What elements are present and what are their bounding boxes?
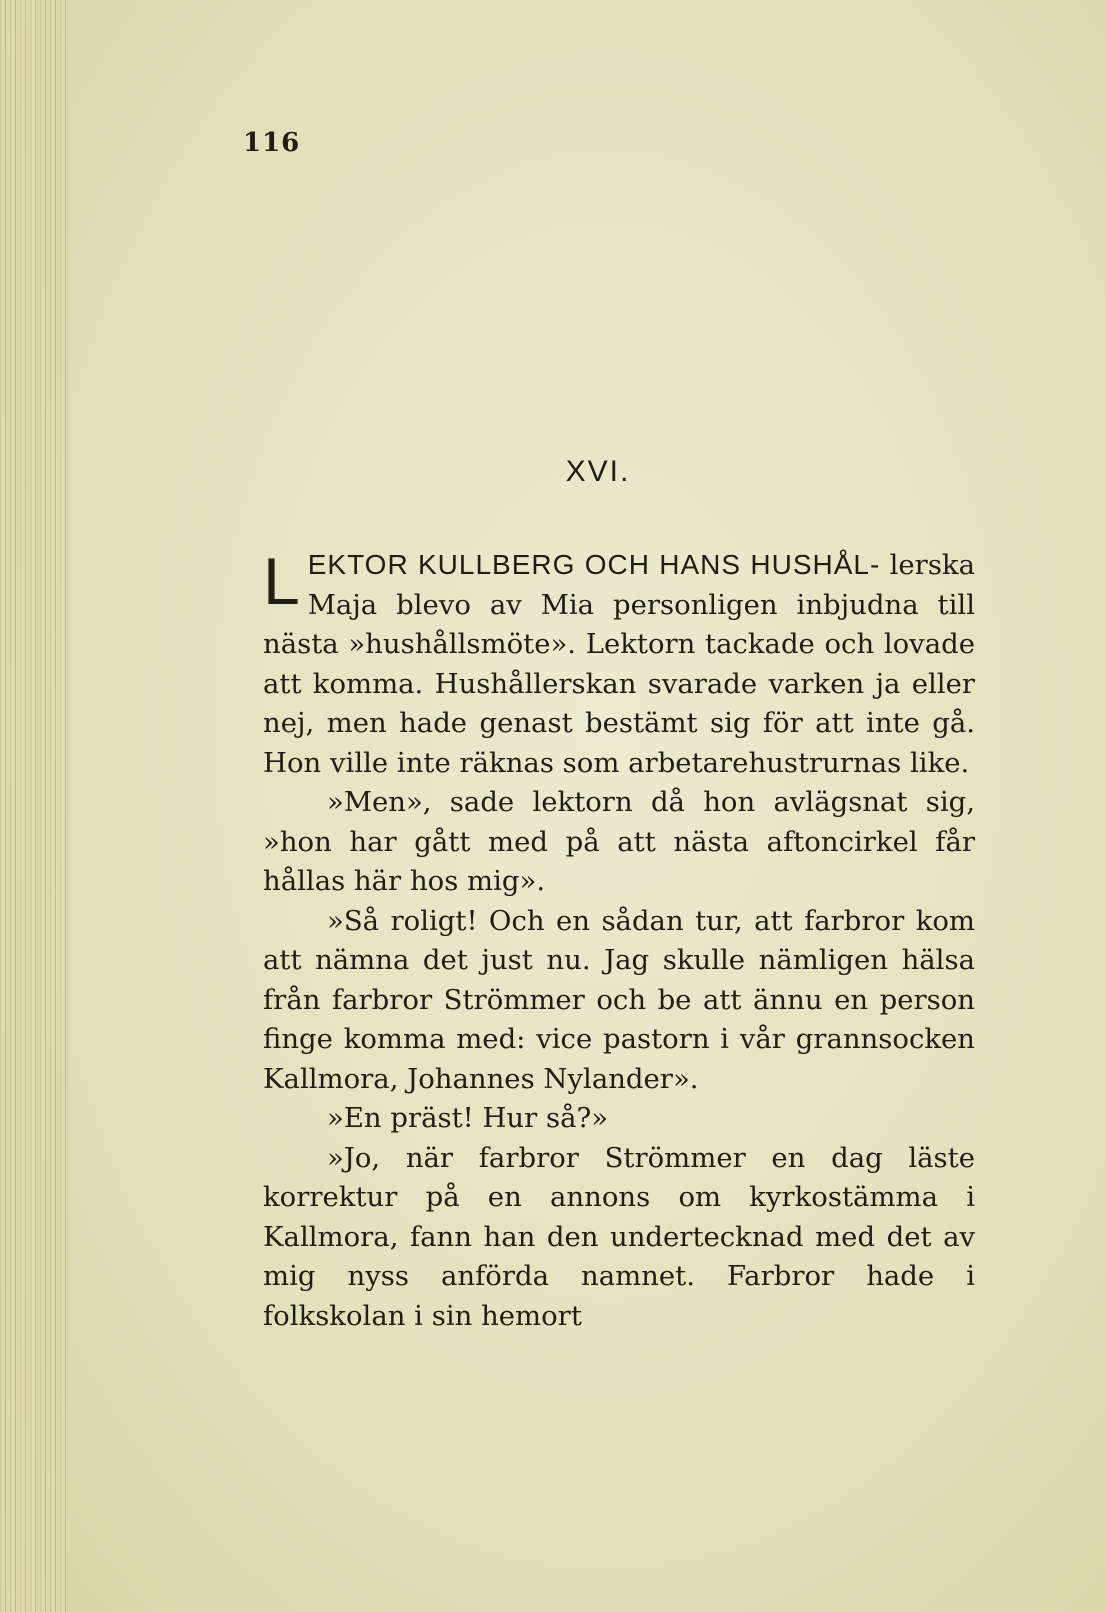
opening-small-caps: EKTOR KULLBERG OCH HANS HUSHÅL- bbox=[307, 549, 881, 580]
opening-paragraph bbox=[263, 545, 975, 783]
page-edge-shadow bbox=[0, 0, 70, 1612]
paragraph: »Jo, när farbror Strömmer en dag läste korrektur på en annons om kyrkostämma i Kallmora, fann han den undertecknad med det av mig nyss anförda namnet. Farbror hade i folkskolan i sin hemort bbox=[263, 1141, 975, 1332]
paragraph: »Så roligt! Och en sådan tur, att farbror kom att nämna det just nu. Jag skulle nämligen hälsa från farbror Strömmer och be att ännu en person finge komma med: vice pastorn i vår grannsocken Kallmora, Johannes Nylander». bbox=[263, 904, 975, 1095]
opening-text: lerska Maja blevo av Mia personligen inbjudna till nästa »hushållsmöte». Lektorn tackade och lovade att komma. Hushållerskan svarade varken ja eller nej, men hade genast bestämt sig för att inte gå. Hon ville inte räknas som arbetarehustrurnas like. bbox=[263, 549, 975, 779]
page-number: 116 bbox=[243, 128, 301, 158]
drop-cap: L bbox=[263, 544, 300, 618]
chapter-heading: XVI. bbox=[565, 455, 631, 488]
paragraph: »Men», sade lektorn då hon avlägsnat sig, »hon har gått med på att nästa aftoncirkel får hållas här hos mig». bbox=[263, 786, 975, 897]
body-text bbox=[263, 545, 975, 1336]
paragraph: »En präst! Hur så?» bbox=[327, 1102, 609, 1134]
